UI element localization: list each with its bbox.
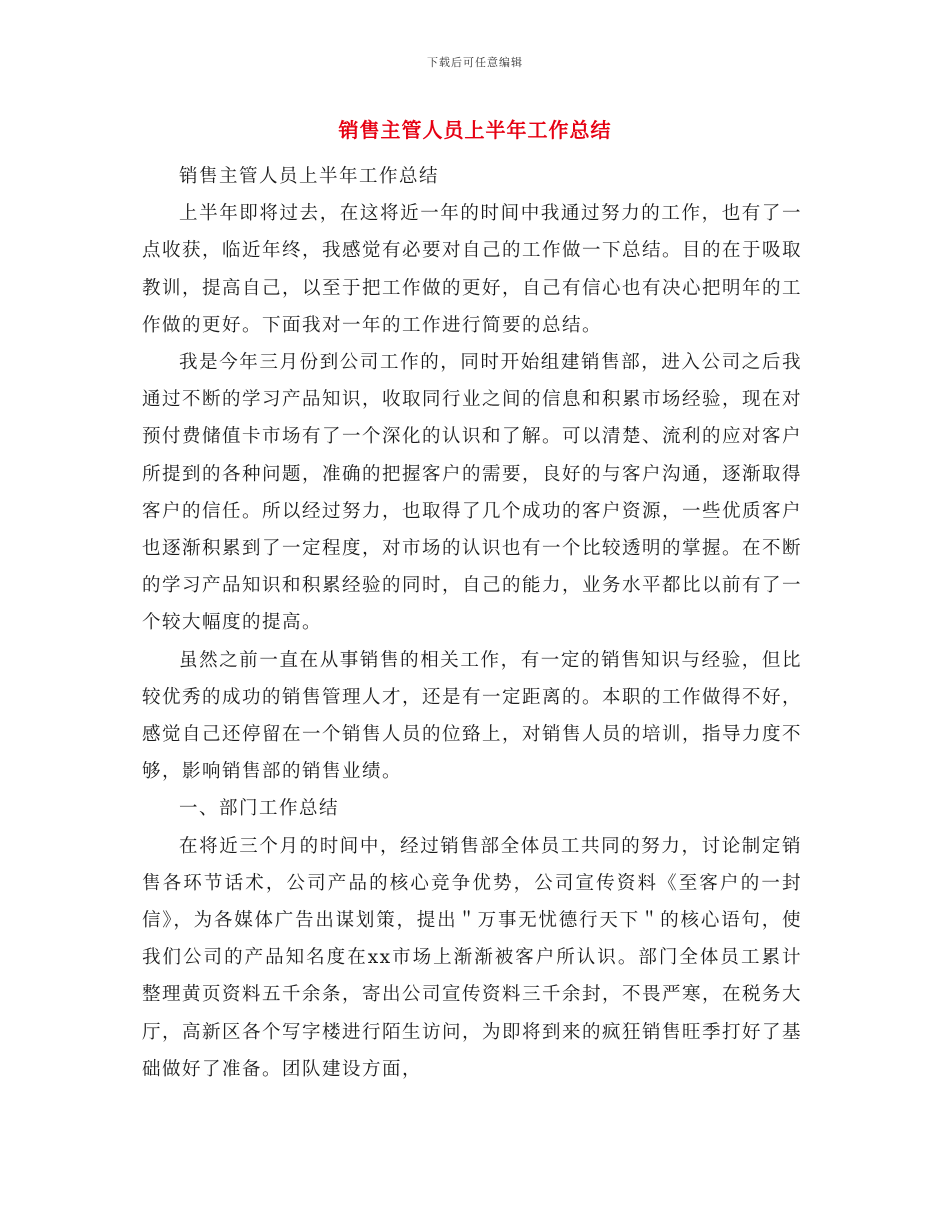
paragraph: 在将近三个月的时间中，经过销售部全体员工共同的努力，讨论制定销售各环节话术，公司产品的核心竞争优势，公司宣传资料《至客户的一封信》，为各媒体广告出谋划策，提出＂万事无忧德行天下＂的核心语句，使我们公司的产品知名度在xx市场上渐渐被客户所认识。部门全体员工累计整理黄页资料五千余条，寄出公司宣传资料三千余封，不畏严寒，在税务大厅，高新区各个写字楼进行陌生访问，为即将到来的疯狂销售旺季打好了基础做好了准备。团队建设方面， [142,835,803,1080]
section-heading: 一、部门工作总结 [179,798,340,820]
paragraph: 虽然之前一直在从事销售的相关工作，有一定的销售知识与经验，但比较优秀的成功的销售管理人才，还是有一定距离的。本职的工作做得不好，感觉自己还停留在一个销售人员的位臵上，对销售人员的培训，指导力度不够，影响销售部的销售业绩。 [142,649,803,783]
paragraph: 我是今年三月份到公司工作的，同时开始组建销售部，进入公司之后我通过不断的学习产品知识，收取同行业之间的信息和积累市场经验，现在对预付费储值卡市场有了一个深化的认识和了解。可以清楚、流利的应对客户所提到的各种问题，准确的把握客户的需要，良好的与客户沟通，逐渐取得客户的信任。所以经过努力，也取得了几个成功的客户资源，一些优质客户也逐渐积累到了一定程度，对市场的认识也有一个比较透明的掌握。在不断的学习产品知识和积累经验的同时，自己的能力，业务水平都比以前有了一个较大幅度的提高。 [142,352,803,634]
document-title: 销售主管人员上半年工作总结 [338,118,612,142]
page-header: 下载后可任意编辑 [427,56,523,69]
paragraph: 上半年即将过去，在这将近一年的时间中我通过努力的工作，也有了一点收获，临近年终，我感觉有必要对自己的工作做一下总结。目的在于吸取教训，提高自己，以至于把工作做的更好，自己有信心也有决心把明年的工作做的更好。下面我对一年的工作进行简要的总结。 [142,203,803,336]
paragraph-subtitle: 销售主管人员上半年工作总结 [179,166,440,187]
document-body [142,158,802,1088]
